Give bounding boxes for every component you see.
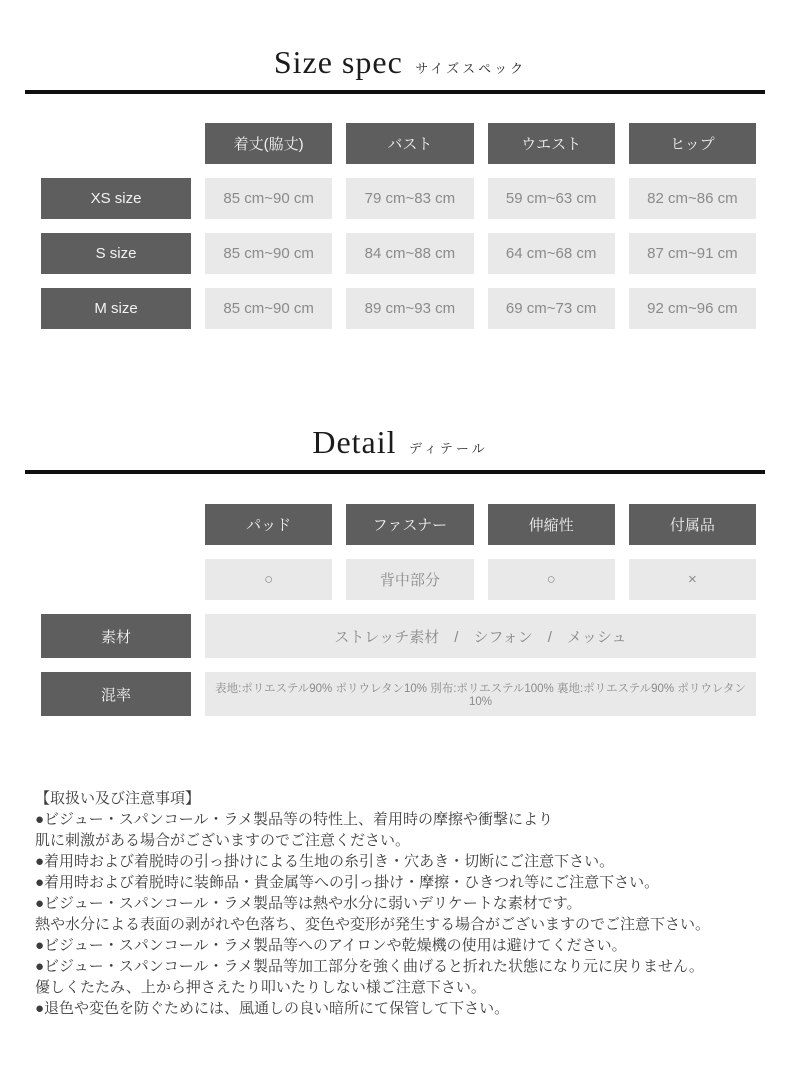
detail-title-en: Detail — [312, 424, 397, 460]
care-note-line: ●ビジュー・スパンコール・ラメ製品等の特性上、着用時の摩擦や衝撃により — [35, 811, 554, 828]
care-note-line: ●ビジュー・スパンコール・ラメ製品等へのアイロンや乾燥機の使用は避けてください。 — [35, 937, 627, 954]
detail-header-spacer — [41, 504, 191, 545]
size-column-header-hip: ヒップ — [629, 123, 756, 164]
care-notes — [35, 788, 775, 1019]
detail-column-header-fastener: ファスナー — [346, 504, 473, 545]
care-note-line: ●ビジュー・スパンコール・ラメ製品等加工部分を強く曲げると折れた状態になり元に戻りません。 — [35, 958, 704, 975]
detail-material-value: ストレッチ素材 / シフォン / メッシュ — [205, 614, 756, 658]
detail-column-header-accessory: 付属品 — [629, 504, 756, 545]
size-spec-title-en: Size spec — [273, 44, 403, 80]
care-note-line: 優しくたたみ、上から押さえたり叩いたりしない様ご注意下さい。 — [35, 979, 486, 996]
size-cell-m-hip: 92 cm~96 cm — [629, 288, 756, 329]
size-cell-m-length: 85 cm~90 cm — [205, 288, 332, 329]
care-note-line: 肌に刺激がある場合がございますのでご注意ください。 — [35, 832, 411, 849]
detail-value-stretch: ○ — [488, 559, 615, 600]
detail-table — [41, 504, 756, 716]
size-column-header-length: 着丈(脇丈) — [205, 123, 332, 164]
care-note-line: ●着用時および着脱時に装飾品・貴金属等への引っ掛け・摩擦・ひきつれ等にご注意下さい。 — [35, 874, 660, 891]
size-cell-s-waist: 64 cm~68 cm — [488, 233, 615, 274]
size-cell-xs-hip: 82 cm~86 cm — [629, 178, 756, 219]
size-column-header-bust: バスト — [346, 123, 473, 164]
size-cell-xs-length: 85 cm~90 cm — [205, 178, 332, 219]
care-note-line: ●退色や変色を防ぐためには、風通しの良い暗所にて保管して下さい。 — [35, 1000, 510, 1017]
detail-material-label: 素材 — [41, 614, 191, 658]
size-column-header-waist: ウエスト — [488, 123, 615, 164]
detail-values-spacer — [41, 559, 191, 600]
size-cell-s-length: 85 cm~90 cm — [205, 233, 332, 274]
detail-value-accessory: × — [629, 559, 756, 600]
detail-column-header-pad: パッド — [205, 504, 332, 545]
detail-title-ja: ディテール — [408, 441, 488, 456]
size-cell-xs-bust: 79 cm~83 cm — [346, 178, 473, 219]
detail-value-fastener: 背中部分 — [346, 559, 473, 600]
care-notes-heading: 【取扱い及び注意事項】 — [35, 790, 201, 807]
size-header-spacer — [41, 123, 191, 164]
size-cell-m-bust: 89 cm~93 cm — [346, 288, 473, 329]
detail-title — [0, 329, 800, 461]
size-cell-s-bust: 84 cm~88 cm — [346, 233, 473, 274]
detail-blend-label: 混率 — [41, 672, 191, 716]
size-spec-divider — [25, 90, 765, 94]
care-note-line: ●ビジュー・スパンコール・ラメ製品等は熱や水分に弱いデリケートな素材です。 — [35, 895, 582, 912]
size-cell-m-waist: 69 cm~73 cm — [488, 288, 615, 329]
size-spec-title — [0, 0, 800, 81]
size-spec-table — [41, 123, 756, 329]
care-note-line: 熱や水分による表面の剥がれや色落ち、変色や変形が発生する場合がございますのでご注意下さい。 — [35, 916, 711, 933]
size-row-label-xs: XS size — [41, 178, 191, 219]
detail-divider — [25, 470, 765, 474]
size-row-label-s: S size — [41, 233, 191, 274]
size-cell-s-hip: 87 cm~91 cm — [629, 233, 756, 274]
detail-column-header-stretch: 伸縮性 — [488, 504, 615, 545]
size-cell-xs-waist: 59 cm~63 cm — [488, 178, 615, 219]
detail-blend-value: 表地:ポリエステル90% ポリウレタン10% 別布:ポリエステル100% 裏地:ポリエステル90% ポリウレタン10% — [205, 672, 756, 716]
detail-value-pad: ○ — [205, 559, 332, 600]
size-spec-title-ja: サイズスペック — [415, 61, 527, 76]
size-row-label-m: M size — [41, 288, 191, 329]
care-note-line: ●着用時および着脱時の引っ掛けによる生地の糸引き・穴あき・切断にご注意下さい。 — [35, 853, 615, 870]
